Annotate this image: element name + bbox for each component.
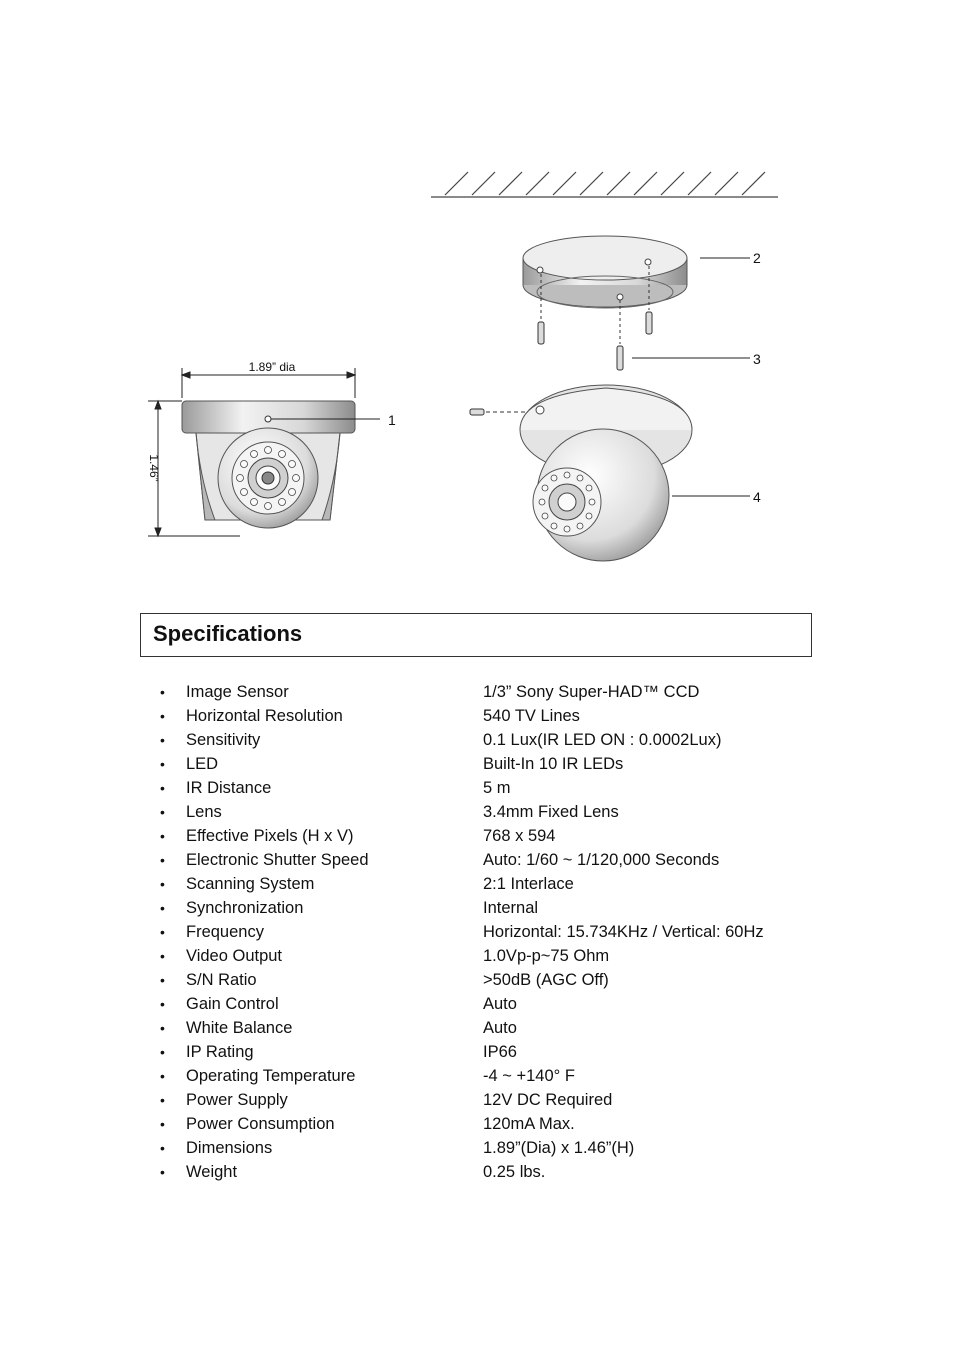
spec-value: 768 x 594 bbox=[483, 827, 556, 845]
spec-label: Dimensions bbox=[186, 1139, 273, 1157]
bullet-icon: • bbox=[160, 780, 165, 796]
spec-row bbox=[160, 800, 820, 824]
spec-value: Built-In 10 IR LEDs bbox=[483, 755, 624, 773]
bullet-icon: • bbox=[160, 804, 165, 820]
spec-row bbox=[160, 848, 820, 872]
bullet-icon: • bbox=[160, 1020, 165, 1036]
spec-row bbox=[160, 1064, 820, 1088]
camera-front-view bbox=[148, 368, 380, 536]
bullet-icon: • bbox=[160, 1140, 165, 1156]
spec-row bbox=[160, 1112, 820, 1136]
spec-value: 0.1 Lux(IR LED ON : 0.0002Lux) bbox=[483, 731, 722, 749]
callout-4: 4 bbox=[753, 489, 761, 505]
spec-value: -4 ~ +140° F bbox=[483, 1067, 575, 1085]
bullet-icon: • bbox=[160, 924, 165, 940]
specifications-header-box bbox=[140, 613, 812, 657]
spec-row bbox=[160, 920, 820, 944]
spec-value: Horizontal: 15.734KHz / Vertical: 60Hz bbox=[483, 923, 764, 941]
bullet-icon: • bbox=[160, 1116, 165, 1132]
dimension-width-label: 1.89” dia bbox=[248, 360, 296, 374]
spec-label: Weight bbox=[186, 1163, 238, 1181]
camera-exploded-view bbox=[470, 236, 750, 561]
spec-label: Video Output bbox=[186, 947, 283, 965]
bullet-icon: • bbox=[160, 828, 165, 844]
spec-row bbox=[160, 680, 820, 704]
spec-row bbox=[160, 1160, 820, 1184]
spec-label: S/N Ratio bbox=[186, 971, 257, 989]
bullet-icon: • bbox=[160, 756, 165, 772]
spec-value: Auto bbox=[483, 995, 517, 1013]
bullet-icon: • bbox=[160, 972, 165, 988]
callout-3: 3 bbox=[753, 351, 761, 367]
spec-row bbox=[160, 1088, 820, 1112]
spec-label: Synchronization bbox=[186, 899, 304, 917]
spec-row bbox=[160, 872, 820, 896]
spec-value: Auto: 1/60 ~ 1/120,000 Seconds bbox=[483, 851, 720, 869]
callout-2: 2 bbox=[753, 250, 761, 266]
spec-row bbox=[160, 776, 820, 800]
spec-label: White Balance bbox=[186, 1019, 293, 1037]
section-title: Specifications bbox=[153, 621, 303, 646]
spec-row bbox=[160, 728, 820, 752]
spec-row bbox=[160, 992, 820, 1016]
spec-label: Image Sensor bbox=[186, 683, 289, 701]
bullet-icon: • bbox=[160, 852, 165, 868]
spec-label: IP Rating bbox=[186, 1043, 254, 1061]
bullet-icon: • bbox=[160, 732, 165, 748]
spec-value: 3.4mm Fixed Lens bbox=[483, 803, 619, 821]
spec-value: 2:1 Interlace bbox=[483, 875, 574, 893]
bullet-icon: • bbox=[160, 684, 165, 700]
bullet-icon: • bbox=[160, 1092, 165, 1108]
spec-value: Internal bbox=[483, 899, 539, 917]
spec-value: >50dB (AGC Off) bbox=[483, 971, 609, 989]
spec-value: 1.0Vp-p~75 Ohm bbox=[483, 947, 610, 965]
spec-value: 1/3” Sony Super-HAD™ CCD bbox=[483, 683, 700, 701]
bullet-icon: • bbox=[160, 1164, 165, 1180]
spec-list bbox=[160, 680, 820, 1184]
bullet-icon: • bbox=[160, 900, 165, 916]
spec-value: 5 m bbox=[483, 779, 511, 797]
spec-label: Lens bbox=[186, 803, 222, 821]
spec-value: IP66 bbox=[483, 1043, 517, 1061]
spec-value: 120mA Max. bbox=[483, 1115, 575, 1133]
spec-row bbox=[160, 1016, 820, 1040]
spec-row bbox=[160, 944, 820, 968]
spec-row bbox=[160, 896, 820, 920]
spec-value: 1.89”(Dia) x 1.46”(H) bbox=[483, 1139, 635, 1157]
spec-row bbox=[160, 752, 820, 776]
spec-value: 0.25 lbs. bbox=[483, 1163, 546, 1181]
spec-label: Electronic Shutter Speed bbox=[186, 851, 369, 869]
dimension-height-label: 1.46” bbox=[147, 454, 161, 482]
bullet-icon: • bbox=[160, 876, 165, 892]
spec-label: Horizontal Resolution bbox=[186, 707, 343, 725]
spec-label: Gain Control bbox=[186, 995, 279, 1013]
spec-value: 12V DC Required bbox=[483, 1091, 613, 1109]
spec-row bbox=[160, 1136, 820, 1160]
bullet-icon: • bbox=[160, 1044, 165, 1060]
spec-label: LED bbox=[186, 755, 219, 773]
bullet-icon: • bbox=[160, 1068, 165, 1084]
spec-label: IR Distance bbox=[186, 779, 272, 797]
spec-row bbox=[160, 968, 820, 992]
spec-label: Effective Pixels (H x V) bbox=[186, 827, 354, 845]
spec-label: Sensitivity bbox=[186, 731, 261, 749]
bullet-icon: • bbox=[160, 708, 165, 724]
bullet-icon: • bbox=[160, 948, 165, 964]
spec-value: Auto bbox=[483, 1019, 517, 1037]
spec-row bbox=[160, 1040, 820, 1064]
spec-label: Scanning System bbox=[186, 875, 315, 893]
spec-label: Frequency bbox=[186, 923, 264, 941]
spec-label: Operating Temperature bbox=[186, 1067, 356, 1085]
spec-label: Power Consumption bbox=[186, 1115, 335, 1133]
spec-row bbox=[160, 824, 820, 848]
spec-value: 540 TV Lines bbox=[483, 707, 580, 725]
callout-1: 1 bbox=[388, 412, 396, 428]
ceiling-hatch bbox=[431, 172, 778, 197]
spec-label: Power Supply bbox=[186, 1091, 288, 1109]
camera-diagram bbox=[0, 0, 954, 600]
spec-row bbox=[160, 704, 820, 728]
bullet-icon: • bbox=[160, 996, 165, 1012]
